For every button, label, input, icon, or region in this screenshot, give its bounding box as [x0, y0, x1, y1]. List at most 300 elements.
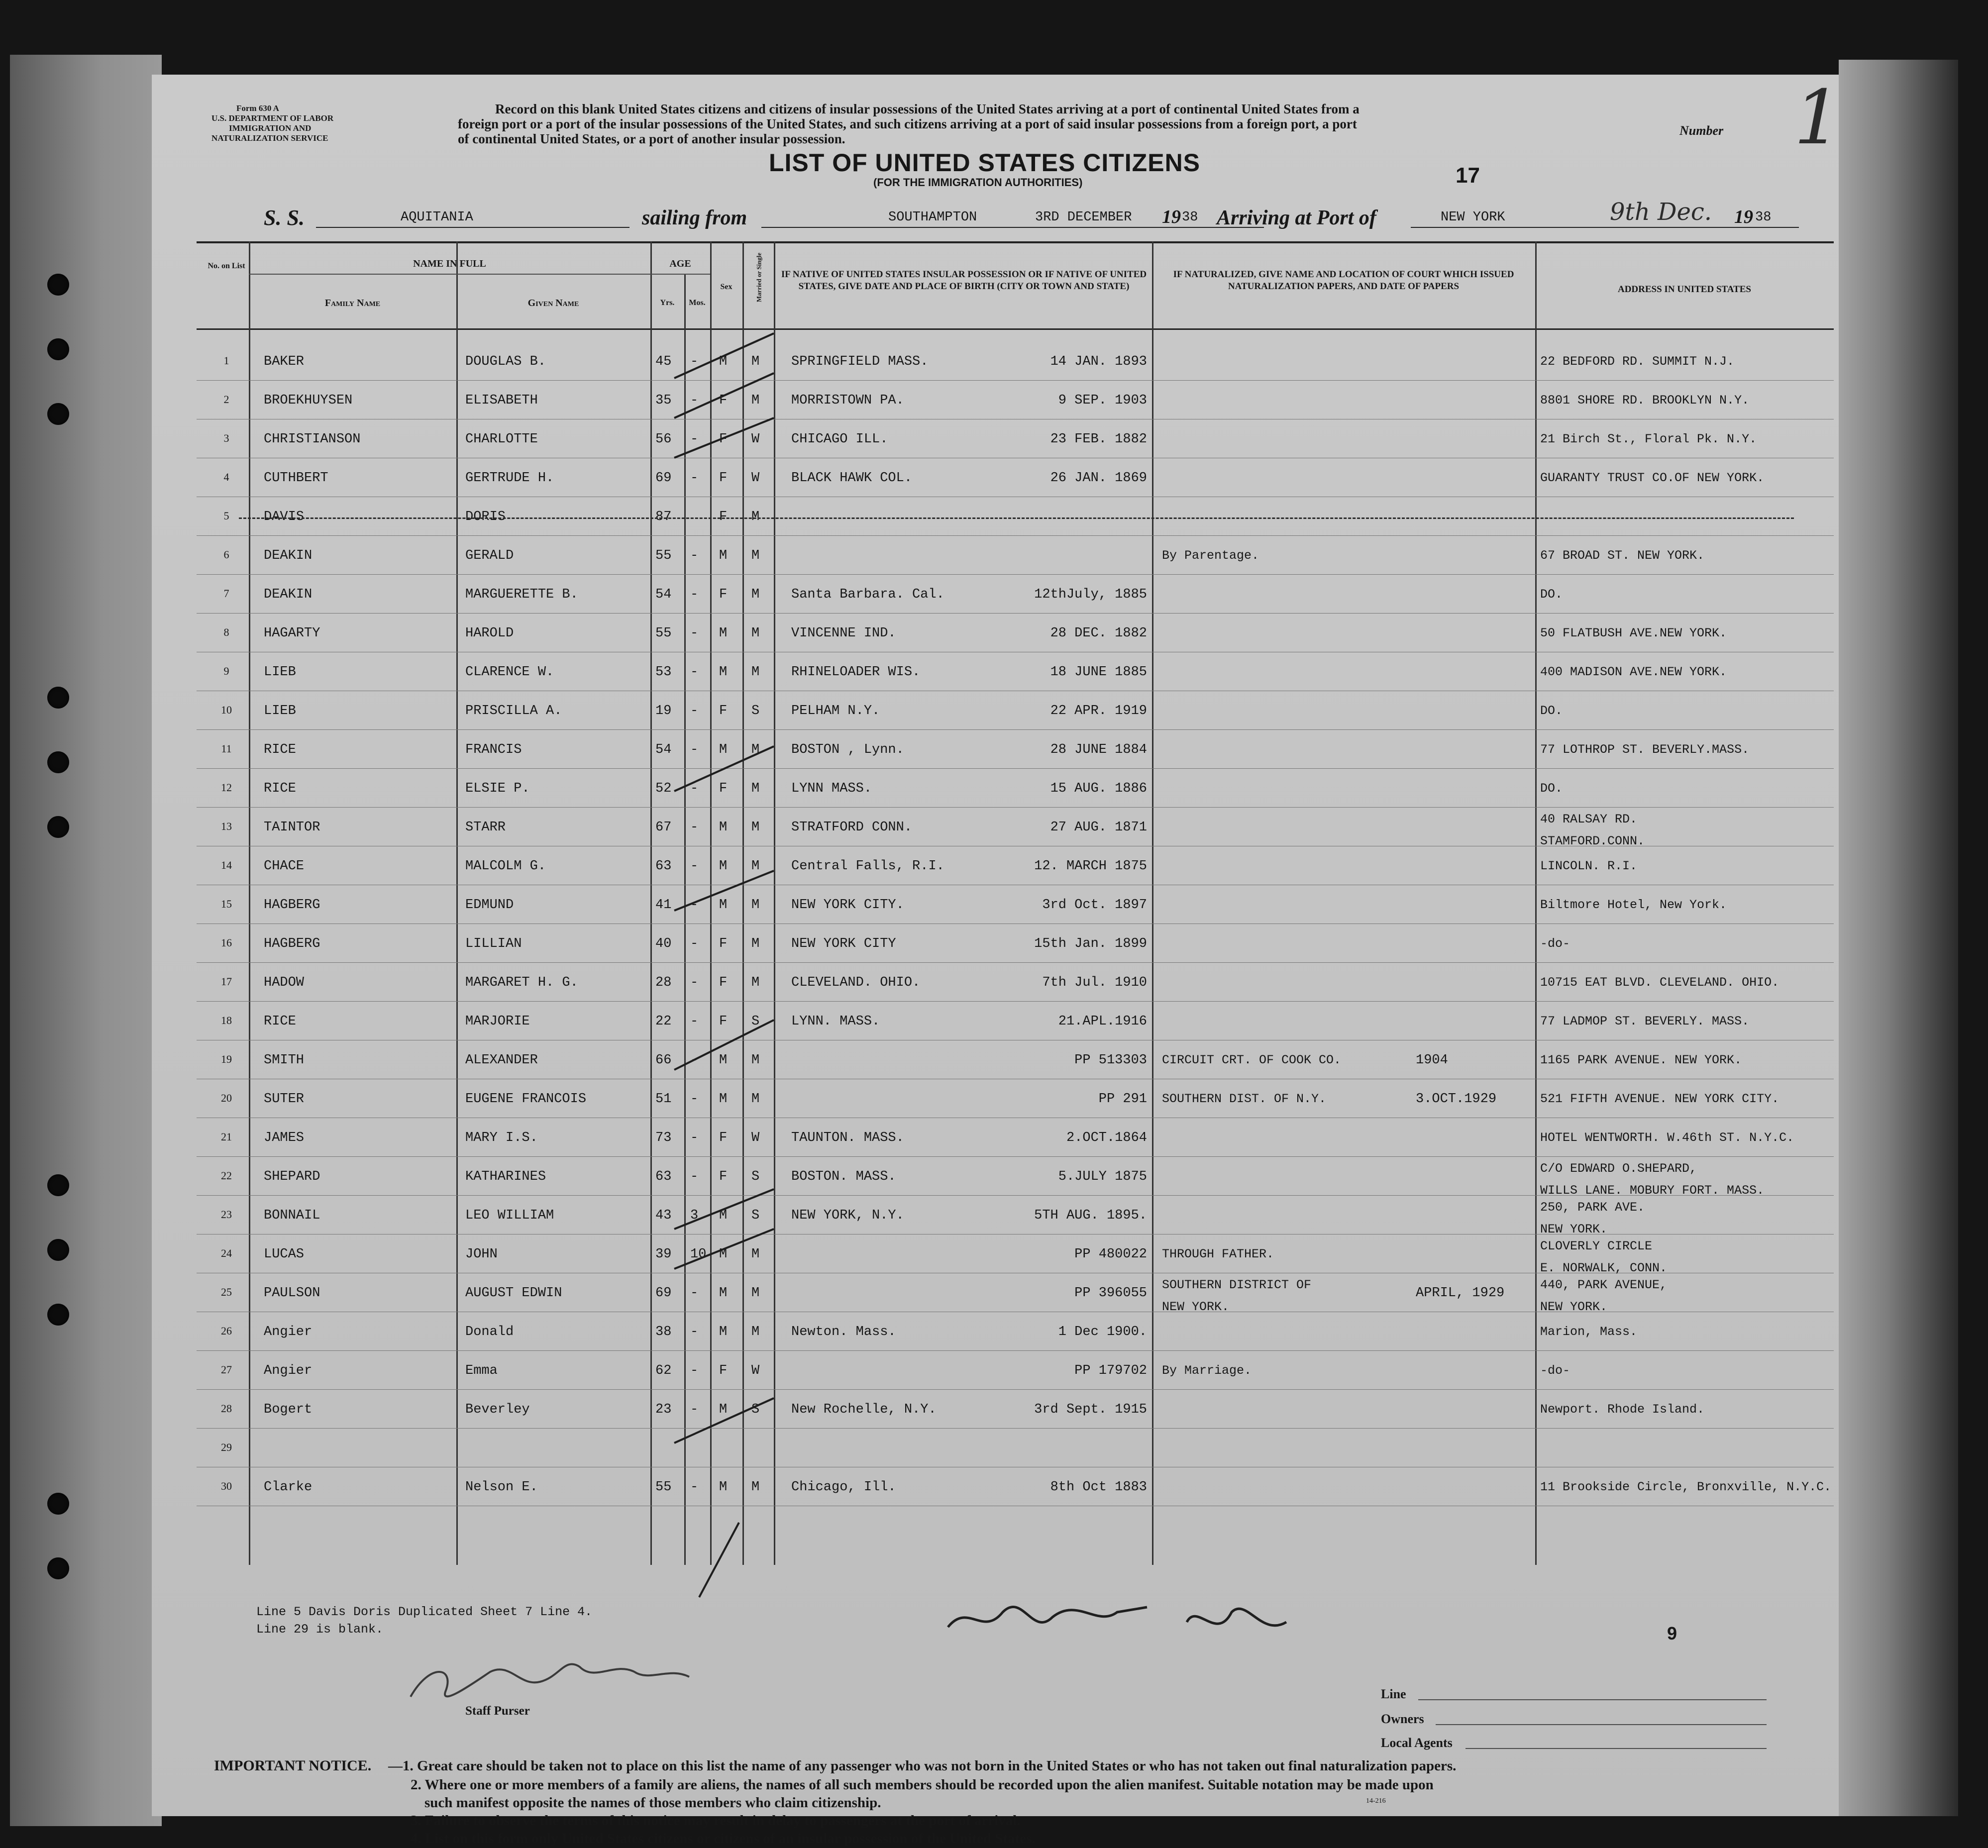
marital-status: S [751, 1208, 760, 1223]
row-number: 30 [221, 1480, 232, 1492]
birth-place: NEW YORK CITY [791, 936, 896, 951]
address: Biltmore Hotel, New York. [1540, 898, 1727, 912]
sex: M [719, 1092, 728, 1107]
binder-hole [47, 1174, 69, 1196]
age-months: - [690, 859, 699, 874]
sex: F [719, 393, 728, 408]
marital-status: W [751, 1363, 760, 1378]
birth-date: 3rd Oct. 1897 [1042, 898, 1147, 913]
footnote-line: Line 29 is blank. [256, 1622, 384, 1637]
row-number: 8 [223, 626, 229, 638]
birth-place: Central Falls, R.I. [791, 859, 944, 874]
sex: M [719, 626, 728, 641]
col-birth: IF NATIVE OF UNITED STATES INSULAR POSSESSION OR IF NATIVE OF UNITED STATES, GIVE DATE AND PLACE OF BIRTH (CITY OR TOWN AND STATE) [781, 269, 1147, 292]
birth-date: PP 480022 [1074, 1247, 1147, 1262]
age-years: 62 [655, 1363, 672, 1378]
given-name: MARY I.S. [465, 1130, 538, 1145]
staff-purser-label: Staff Purser [465, 1704, 530, 1718]
marital-status: M [751, 742, 760, 757]
notice-item: such manifest opposite the names of those members who claim citizenship. [424, 1795, 881, 1811]
birth-date: PP 291 [1098, 1092, 1147, 1107]
family-name: DEAKIN [264, 587, 313, 602]
family-name: RICE [264, 781, 296, 796]
row-number: 2 [223, 393, 229, 406]
marital-status: W [751, 471, 760, 486]
marital-status: M [751, 393, 760, 408]
age-months: - [690, 665, 699, 680]
age-months: - [690, 820, 699, 835]
given-name: DOUGLAS B. [465, 354, 546, 369]
age-months: - [690, 1325, 699, 1339]
family-name: LIEB [264, 665, 296, 680]
birth-date: PP 513303 [1074, 1053, 1147, 1068]
marital-status: M [751, 548, 760, 563]
given-name: PRISCILLA A. [465, 704, 562, 719]
sex: F [719, 781, 728, 796]
given-name: Emma [465, 1363, 498, 1378]
sex: F [719, 432, 728, 447]
given-name: DORIS [465, 510, 506, 524]
family-name: BROEKHUYSEN [264, 393, 353, 408]
birth-place: BLACK HAWK COL. [791, 471, 913, 486]
birth-date: 23 FEB. 1882 [1050, 432, 1147, 447]
marital-status: M [751, 587, 760, 602]
given-name: ELSIE P. [465, 781, 530, 796]
row-number: 10 [221, 704, 232, 716]
adjacent-page-edge [1839, 60, 1958, 1816]
given-name: ALEXANDER [465, 1053, 538, 1068]
sex: M [719, 665, 728, 680]
given-name: LILLIAN [465, 936, 522, 951]
sex: M [719, 354, 728, 369]
address-line-2: E. NORWALK, CONN. [1540, 1261, 1668, 1275]
birth-place: BOSTON. MASS. [791, 1169, 896, 1184]
age-years: 87 [655, 510, 672, 524]
birth-place: SPRINGFIELD MASS. [791, 354, 929, 369]
row-number: 29 [221, 1441, 232, 1453]
given-name: EDMUND [465, 898, 514, 913]
birth-date: 27 AUG. 1871 [1050, 820, 1147, 835]
marital-status: M [751, 1053, 760, 1068]
age-years: 28 [655, 975, 672, 990]
family-name: CHRISTIANSON [264, 432, 361, 447]
arrival-year-prefix: 19 [1734, 206, 1753, 227]
age-months: - [690, 1130, 699, 1145]
marital-status: M [751, 510, 760, 524]
address: 77 LOTHROP ST. BEVERLY.MASS. [1540, 742, 1750, 757]
printer-code: 14-216 [1366, 1797, 1386, 1805]
marital-status: M [751, 859, 760, 874]
birth-date: 28 DEC. 1882 [1050, 626, 1147, 641]
family-name: Clarke [264, 1480, 313, 1495]
birth-date: 15 AUG. 1886 [1050, 781, 1147, 796]
row-number: 14 [221, 859, 232, 871]
address: 440, PARK AVENUE, [1540, 1278, 1668, 1292]
row-number: 21 [221, 1130, 232, 1143]
birth-date: PP 179702 [1074, 1363, 1147, 1378]
naturalization: By Marriage. [1162, 1363, 1252, 1378]
row-number: 22 [221, 1169, 232, 1182]
col-no: No. on List [208, 262, 245, 270]
birth-place: LYNN. MASS. [791, 1014, 880, 1029]
birth-place: BOSTON , Lynn. [791, 742, 904, 757]
age-months: - [690, 1480, 699, 1495]
row-number: 24 [221, 1247, 232, 1259]
address: 11 Brookside Circle, Bronxville, N.Y.C. [1540, 1480, 1832, 1494]
birth-date: 18 JUNE 1885 [1050, 665, 1147, 680]
sex: F [719, 1169, 728, 1184]
given-name: KATHARINES [465, 1169, 546, 1184]
naturalization-date: APRIL, 1929 [1416, 1286, 1505, 1301]
family-name: LUCAS [264, 1247, 305, 1262]
binder-hole [47, 338, 69, 360]
row-number: 15 [221, 898, 232, 910]
birth-date: 15th Jan. 1899 [1034, 936, 1147, 951]
age-years: 53 [655, 665, 672, 680]
binder-hole [47, 403, 69, 425]
birth-place: STRATFORD CONN. [791, 820, 913, 835]
notice-item: —1. Great care should be taken not to place on this list the name of any passenger who was not born in the United States or who has not taken out final naturalization papers. [388, 1758, 1457, 1774]
row-number: 27 [221, 1363, 232, 1376]
sex: M [719, 1402, 728, 1417]
binder-hole [47, 816, 69, 838]
row-number: 11 [221, 742, 232, 755]
given-name: EUGENE FRANCOIS [465, 1092, 587, 1107]
row-number: 23 [221, 1208, 232, 1221]
birth-place: VINCENNE IND. [791, 626, 896, 641]
age-years: 38 [655, 1325, 672, 1339]
row-number: 17 [221, 975, 232, 988]
year-suffix: 38 [1182, 210, 1198, 225]
family-name: RICE [264, 742, 296, 757]
birth-place: CLEVELAND. OHIO. [791, 975, 921, 990]
address: 400 MADISON AVE.NEW YORK. [1540, 665, 1727, 679]
age-years: 66 [655, 1053, 672, 1068]
col-family: Family Name [324, 298, 381, 308]
row-number: 3 [223, 432, 229, 444]
sex: F [719, 1363, 728, 1378]
birth-date: 3rd Sept. 1915 [1034, 1402, 1147, 1417]
row-number: 18 [221, 1014, 232, 1027]
address: 8801 SHORE RD. BROOKLYN N.Y. [1540, 393, 1750, 408]
year-prefix: 19 [1162, 206, 1181, 227]
age-years: 55 [655, 548, 672, 563]
marital-status: M [751, 626, 760, 641]
family-name: Angier [264, 1363, 313, 1378]
age-months: 10 [690, 1247, 707, 1262]
row-number: 9 [223, 665, 229, 677]
family-name: LIEB [264, 704, 296, 719]
family-name: Angier [264, 1325, 313, 1339]
address-line-2: WILLS LANE. MOBURY FORT. MASS. [1540, 1183, 1765, 1198]
given-name: AUGUST EDWIN [465, 1286, 562, 1301]
given-name: MALCOLM G. [465, 859, 546, 874]
family-name: HADOW [264, 975, 305, 990]
sex: F [719, 704, 728, 719]
age-months: - [690, 704, 699, 719]
col-mos: Mos. [689, 299, 706, 307]
check-marks [152, 75, 1842, 1816]
age-years: 63 [655, 859, 672, 874]
dept-line: IMMIGRATION AND [229, 123, 312, 133]
age-months: - [690, 1092, 699, 1107]
row-number: 25 [221, 1286, 232, 1298]
marital-status: M [751, 1247, 760, 1262]
binder-hole [47, 1239, 69, 1261]
age-months: - [690, 626, 699, 641]
address: Newport. Rhode Island. [1540, 1402, 1705, 1417]
address: 67 BROAD ST. NEW YORK. [1540, 548, 1705, 563]
naturalization: CIRCUIT CRT. OF COOK CO. [1162, 1053, 1342, 1067]
age-years: 73 [655, 1130, 672, 1145]
age-years: 67 [655, 820, 672, 835]
given-name: Donald [465, 1325, 514, 1339]
address: LINCOLN. R.I. [1540, 859, 1638, 873]
marital-status: M [751, 898, 760, 913]
age-years: 69 [655, 1286, 672, 1301]
row-number: 13 [221, 820, 232, 832]
birth-date: 5TH AUG. 1895. [1034, 1208, 1147, 1223]
col-yrs: Yrs. [660, 299, 675, 307]
col-married: Married or Single [755, 252, 763, 303]
sex: M [719, 742, 728, 757]
given-name: MARGUERETTE B. [465, 587, 578, 602]
row-number: 20 [221, 1092, 232, 1104]
age-years: 43 [655, 1208, 672, 1223]
binder-hole [47, 274, 69, 296]
age-months: - [690, 936, 699, 951]
family-name: HAGBERG [264, 936, 320, 951]
birth-place: TAUNTON. MASS. [791, 1130, 904, 1145]
address-line-2: NEW YORK. [1540, 1222, 1608, 1236]
address: 21 Birch St., Floral Pk. N.Y. [1540, 432, 1757, 446]
address: HOTEL WENTWORTH. W.46th ST. N.Y.C. [1540, 1130, 1794, 1145]
birth-place: PELHAM N.Y. [791, 704, 880, 719]
age-months: - [690, 587, 699, 602]
sex: F [719, 510, 728, 524]
birth-place: NEW YORK, N.Y. [791, 1208, 904, 1223]
row-number: 26 [221, 1325, 232, 1337]
marital-status: M [751, 820, 760, 835]
family-name: DEAKIN [264, 548, 313, 563]
depart-date: 3RD DECEMBER [1035, 210, 1132, 225]
age-months: - [690, 1286, 699, 1301]
sex: M [719, 1325, 728, 1339]
address: -do- [1540, 936, 1570, 951]
age-years: 39 [655, 1247, 672, 1262]
sex: M [719, 1208, 728, 1223]
family-name: HAGARTY [264, 626, 320, 641]
notice-item: 4. List on this form only United States citizens or citizens of an insular possession of the United States. [411, 1831, 1036, 1847]
marital-status: M [751, 1092, 760, 1107]
marital-status: M [751, 1286, 760, 1301]
address-line-2: NEW YORK. [1540, 1300, 1608, 1314]
birth-date: 21.APL.1916 [1058, 1014, 1147, 1029]
notice-item: 3. Failure to observe the terms of this notice may result in delay to passengers at the port of arrival. [411, 1813, 1021, 1829]
age-months: - [690, 548, 699, 563]
birth-date: 7th Jul. 1910 [1042, 975, 1147, 990]
age-years: 22 [655, 1014, 672, 1029]
marital-status: S [751, 1402, 760, 1417]
age-months: - [690, 1363, 699, 1378]
document-title: LIST OF UNITED STATES CITIZENS [769, 149, 1201, 177]
age-years: 55 [655, 1480, 672, 1495]
birth-date: 5.JULY 1875 [1058, 1169, 1147, 1184]
port-from: SOUTHAMPTON [888, 210, 977, 225]
birth-place: LYNN MASS. [791, 781, 872, 796]
marital-status: S [751, 1014, 760, 1029]
family-name: CUTHBERT [264, 471, 328, 486]
family-name: CHACE [264, 859, 305, 874]
owners-label: Owners [1381, 1712, 1424, 1726]
family-name: SHEPARD [264, 1169, 320, 1184]
family-name: Bogert [264, 1402, 313, 1417]
age-years: 19 [655, 704, 672, 719]
age-months: - [690, 781, 699, 796]
given-name: MARJORIE [465, 1014, 530, 1029]
sex: M [719, 898, 728, 913]
age-months: - [690, 742, 699, 757]
birth-date: 1 Dec 1900. [1058, 1325, 1147, 1339]
birth-date: 14 JAN. 1893 [1050, 354, 1147, 369]
list-number: 1 [1794, 75, 1842, 161]
col-naturalized: IF NATURALIZED, GIVE NAME AND LOCATION OF COURT WHICH ISSUED NATURALIZATION PAPERS, AND DATE OF PAPERS [1173, 269, 1514, 292]
officer-signature [938, 1592, 1336, 1652]
age-months: - [690, 898, 699, 913]
family-name: SUTER [264, 1092, 305, 1107]
family-name: SMITH [264, 1053, 305, 1068]
sex: M [719, 548, 728, 563]
sheet-number: 9 [1667, 1623, 1677, 1643]
age-months: - [690, 432, 699, 447]
age-years: 45 [655, 354, 672, 369]
marital-status: M [751, 354, 760, 369]
birth-place: CHICAGO ILL. [791, 432, 888, 447]
given-name: MARGARET H. G. [465, 975, 578, 990]
birth-place: NEW YORK CITY. [791, 898, 904, 913]
naturalization: SOUTHERN DISTRICT OF [1162, 1278, 1312, 1292]
marital-status: W [751, 1130, 760, 1145]
address: 40 RALSAY RD. [1540, 812, 1638, 826]
notice-item: 2. Where one or more members of a family are aliens, the names of all such members should be recorded upon the alien manifest. Suitable notation may be made upon [411, 1777, 1434, 1793]
age-years: 55 [655, 626, 672, 641]
sex: M [719, 1053, 728, 1068]
given-name: Nelson E. [465, 1480, 538, 1495]
birth-date: 8th Oct 1883 [1050, 1480, 1147, 1495]
age-months: - [690, 354, 699, 369]
birth-place: Newton. Mass. [791, 1325, 896, 1339]
birth-date: PP 396055 [1074, 1286, 1147, 1301]
binder-hole [47, 687, 69, 709]
family-name: TAINTOR [264, 820, 320, 835]
dept-line: U.S. DEPARTMENT OF LABOR [211, 113, 334, 123]
sex: M [719, 1286, 728, 1301]
naturalization: SOUTHERN DIST. OF N.Y. [1162, 1092, 1327, 1106]
birth-date: 12. MARCH 1875 [1034, 859, 1147, 874]
col-age: AGE [669, 258, 691, 269]
row-number: 7 [223, 587, 229, 600]
sex: F [719, 1014, 728, 1029]
address: -do- [1540, 1363, 1570, 1378]
age-years: 69 [655, 471, 672, 486]
family-name: PAULSON [264, 1286, 320, 1301]
address: 521 FIFTH AVENUE. NEW YORK CITY. [1540, 1092, 1779, 1106]
arriving-label: Arriving at Port of [1217, 206, 1376, 229]
birth-date: 9 SEP. 1903 [1058, 393, 1147, 408]
age-years: 41 [655, 898, 672, 913]
row-number: 5 [223, 510, 229, 522]
naturalization-date: 1904 [1416, 1053, 1448, 1068]
birth-date: 2.OCT.1864 [1066, 1130, 1147, 1145]
col-sex: Sex [720, 283, 732, 291]
row-number: 4 [223, 471, 229, 483]
birth-date: 22 APR. 1919 [1050, 704, 1147, 719]
given-name: GERTRUDE H. [465, 471, 554, 486]
binder-hole [47, 1557, 69, 1579]
age-years: 35 [655, 393, 672, 408]
age-years: 54 [655, 742, 672, 757]
address: DO. [1540, 781, 1563, 796]
naturalization: THROUGH FATHER. [1162, 1247, 1274, 1261]
age-years: 56 [655, 432, 672, 447]
row-number: 16 [221, 936, 232, 949]
marital-status: M [751, 1325, 760, 1339]
address: 50 FLATBUSH AVE.NEW YORK. [1540, 626, 1727, 640]
address-line-2: STAMFORD.CONN. [1540, 834, 1645, 848]
arrival-year-suffix: 38 [1755, 210, 1772, 225]
given-name: JOHN [465, 1247, 498, 1262]
naturalization-date: 3.OCT.1929 [1416, 1092, 1497, 1107]
address: C/O EDWARD O.SHEPARD, [1540, 1161, 1697, 1176]
row-number: 12 [221, 781, 232, 794]
ss-label: S. S. [264, 205, 305, 230]
col-address: ADDRESS IN UNITED STATES [1617, 284, 1751, 295]
age-years: 54 [655, 587, 672, 602]
address: Marion, Mass. [1540, 1325, 1638, 1339]
ship-name: AQUITANIA [401, 210, 473, 225]
address: DO. [1540, 587, 1563, 602]
family-name: BONNAIL [264, 1208, 320, 1223]
document-subtitle: (FOR THE IMMIGRATION AUTHORITIES) [873, 176, 1083, 189]
sex: M [719, 1480, 728, 1495]
family-name: DAVIS [264, 510, 305, 524]
naturalization: By Parentage. [1162, 548, 1259, 563]
age-years: 23 [655, 1402, 672, 1417]
given-name: LEO WILLIAM [465, 1208, 554, 1223]
row-number: 1 [223, 354, 229, 367]
sex: F [719, 587, 728, 602]
naturalization-line-2: NEW YORK. [1162, 1300, 1230, 1314]
age-months: - [690, 1053, 699, 1068]
address: GUARANTY TRUST CO.OF NEW YORK. [1540, 471, 1765, 485]
marital-status: M [751, 975, 760, 990]
manifest-sheet [152, 75, 1842, 1847]
row-number: 6 [223, 548, 229, 561]
birth-place: Chicago, Ill. [791, 1480, 896, 1495]
arrival-day: 9th Dec. [1610, 198, 1712, 226]
given-name: ELISABETH [465, 393, 538, 408]
intro-line: of continental United States, or a port of another insular possession. [458, 131, 845, 146]
sex: M [719, 1247, 728, 1262]
form-id: Form 630 A [236, 103, 279, 113]
age-months: - [690, 471, 699, 486]
intro-line: foreign port or a port of the insular possessions of the United States, and such citizens arriving at a port of said insular possessions from a foreign port, a port [458, 116, 1357, 131]
birth-date: 12thJuly, 1885 [1034, 587, 1147, 602]
address: CLOVERLY CIRCLE [1540, 1239, 1653, 1253]
family-name: BAKER [264, 354, 305, 369]
sailing-label: sailing from [642, 206, 747, 229]
age-years: 51 [655, 1092, 672, 1107]
